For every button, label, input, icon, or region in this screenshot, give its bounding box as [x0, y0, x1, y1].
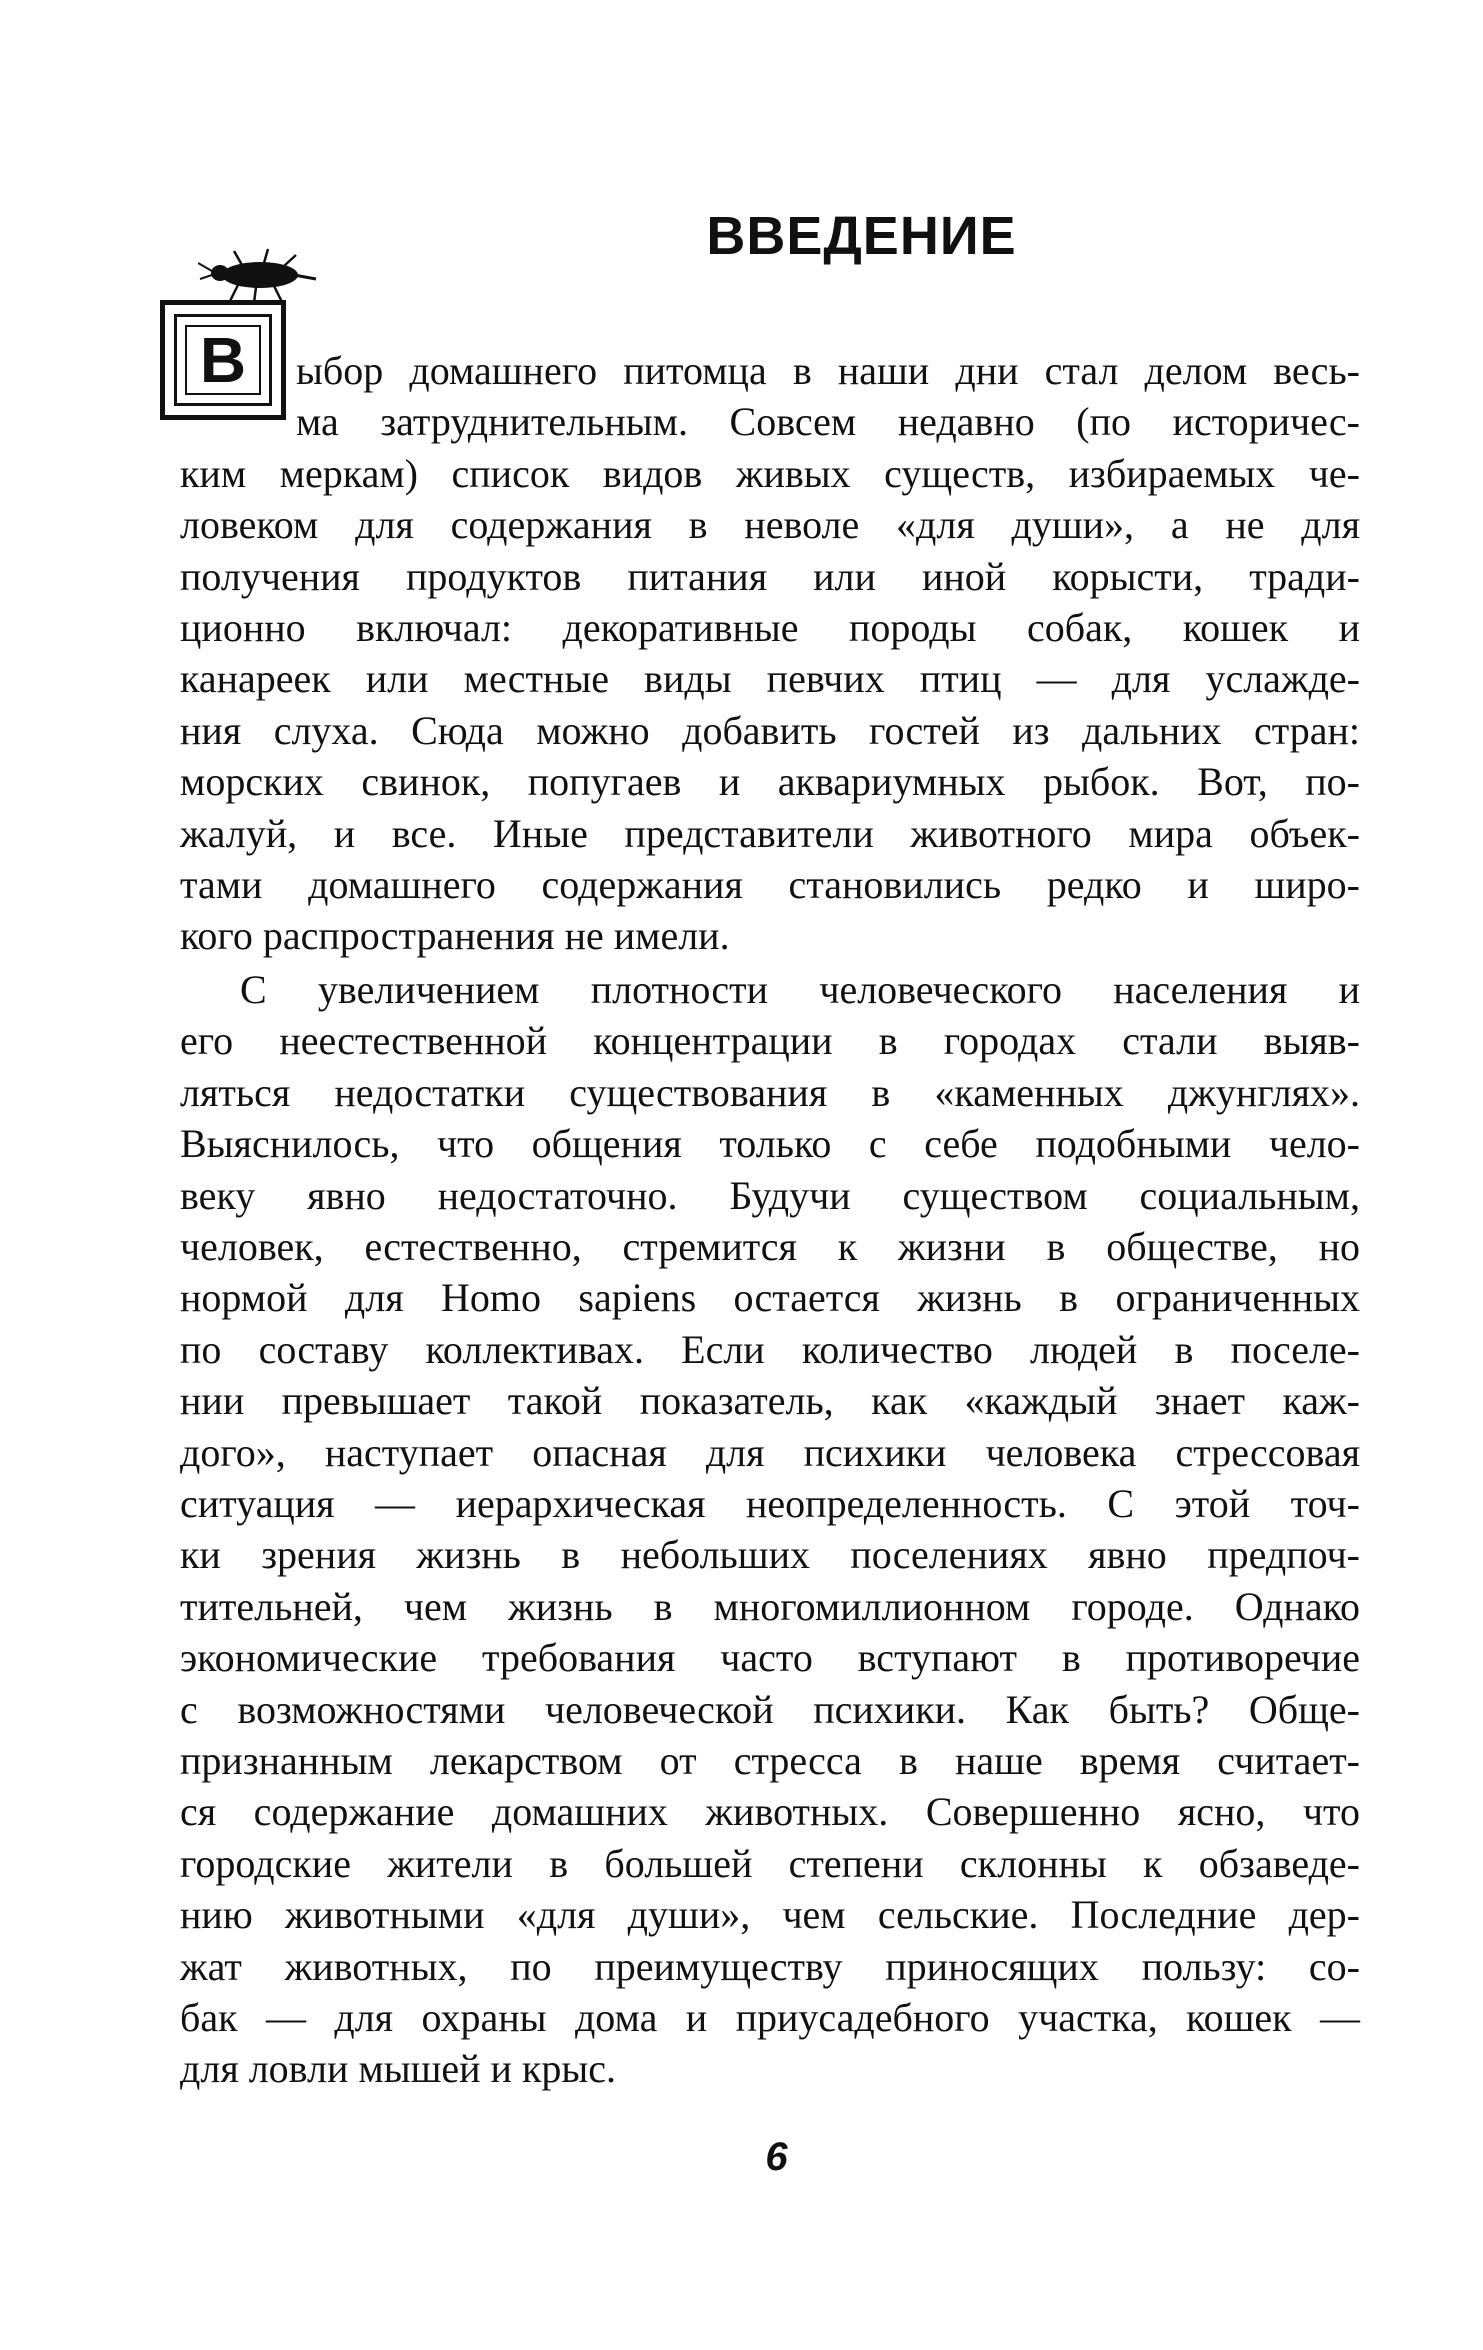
text-line: морских свинок, попугаев и аквариумных рыбок. Вот, по- — [180, 759, 1360, 805]
text-line: нии превышает такой показатель, как «каждый знает каж- — [180, 1378, 1360, 1424]
text-line: ыбор домашнего питомца в наши дни стал делом весь- — [296, 348, 1360, 393]
text-line: дого», наступает опасная для психики человека стрессовая — [180, 1429, 1360, 1475]
text-line: бак — для охраны дома и приусадебного участка, кошек — — [180, 1995, 1360, 2040]
text-line: канареек или местные виды певчих птиц — для услажде- — [180, 656, 1360, 702]
text-line: кого распространения не имели. — [180, 913, 730, 959]
drop-cap-letter: В — [185, 325, 261, 395]
paragraph-2 — [180, 964, 1360, 2095]
text-line: ляться недостатки существования в «каменных джунглях». — [180, 1069, 1360, 1115]
text-line: ким меркам) список видов живых существ, избираемых че- — [180, 450, 1360, 496]
text-line: ки зрения жизнь в небольших поселениях явно предпоч- — [180, 1532, 1360, 1578]
text-line: тительней, чем жизнь в многомиллионном городе. Однако — [180, 1583, 1360, 1629]
text-line: человек, естественно, стремится к жизни в обществе, но — [180, 1223, 1360, 1269]
text-line: Выяснилось, что общения только с себе подобными чело- — [180, 1121, 1360, 1167]
text-line: ционно включал: декоративные породы собак, кошек и — [180, 605, 1360, 651]
beetle-icon — [198, 245, 318, 305]
page-number: 6 — [765, 2135, 788, 2179]
text-line: с возможностями человеческой психики. Как быть? Обще- — [180, 1686, 1360, 1732]
text-line: жалуй, и все. Иные представители животного мира объек- — [180, 810, 1360, 856]
text-line: нормой для Homo sapiens остается жизнь в ограниченных — [180, 1275, 1360, 1321]
text-line: ния слуха. Сюда можно добавить гостей из дальних стран: — [180, 707, 1360, 753]
text-line: тами домашнего содержания становились редко и широ- — [180, 862, 1360, 908]
text-line: ловеком для содержания в неволе «для души», а не для — [180, 502, 1360, 548]
text-line: веку явно недостаточно. Будучи существом социальным, — [180, 1172, 1360, 1218]
text-line: его неестественной концентрации в городах стали выяв- — [180, 1018, 1360, 1064]
text-line: для ловли мышей и крыс. — [180, 2046, 617, 2092]
page-title: ВВЕДЕНИЕ — [706, 206, 1017, 266]
text-line: ся содержание домашних животных. Совершенно ясно, что — [180, 1789, 1360, 1835]
text-line: признанным лекарством от стресса в наше время считает- — [180, 1737, 1360, 1783]
text-line: С увеличением плотности человеческого населения и — [240, 966, 1360, 1012]
text-line: ма затруднительным. Совсем недавно (по историчес- — [296, 399, 1360, 445]
paragraph-1 — [180, 345, 1360, 962]
text-line: по составу коллективах. Если количество людей в поселе- — [180, 1326, 1360, 1372]
body-text — [180, 345, 1360, 2095]
text-line: жат животных, по преимуществу приносящих пользу: со- — [180, 1943, 1360, 1989]
text-line: ситуация — иерархическая неопределенность. С этой точ- — [180, 1480, 1360, 1526]
text-line: городские жители в большей степени склонны к обзаведе- — [180, 1840, 1360, 1886]
text-line: получения продуктов питания или иной корысти, тради- — [180, 553, 1360, 599]
text-line: нию животными «для души», чем сельские. Последние дер- — [180, 1892, 1360, 1938]
text-line: экономические требования часто вступают в противоречие — [180, 1635, 1360, 1681]
